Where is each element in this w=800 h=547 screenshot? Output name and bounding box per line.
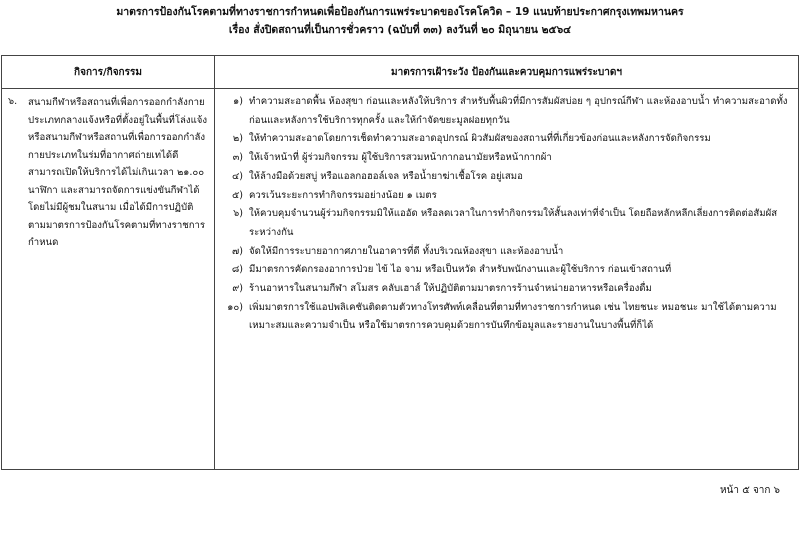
measure-number: ๒) — [232, 133, 243, 145]
measures-list — [215, 93, 798, 336]
activity-cell — [2, 89, 215, 470]
measure-text: ควรเว้นระยะการทำกิจกรรมอย่างน้อย ๑ เมตร — [249, 189, 437, 201]
table-row — [2, 89, 799, 470]
measure-number: ๗) — [232, 245, 243, 257]
activity-description: สนามกีฬาหรือสถานที่เพื่อการออกกำลังกายประเภทกลางแจ้งหรือที่ตั้งอยู่ในพื้นที่โล่งแจ้ง หรือสนามกีฬาหรือสถานที่เพื่อการออกกำลังกายประเภทในร่มที่อากาศถ่ายเทได้ดี สามารถเปิดให้บริการได้ไม่เกินเวลา ๒๑.๐๐ นาฬิกา และสามารถจัดการแข่งขันกีฬาได้โดยไม่มีผู้ชมในสนาม เมื่อได้มีการปฏิบัติตามมาตรการป้องกันโรคตามที่ทางราชการกำหนด — [28, 97, 208, 248]
measure-number: ๑๐) — [227, 301, 243, 313]
measure-item — [215, 205, 798, 242]
measure-text: ให้ล้างมือด้วยสบู่ หรือแอลกอฮอล์เจล หรือน้ำยาฆ่าเชื้อโรค อยู่เสมอ — [249, 170, 523, 182]
measure-item — [215, 168, 798, 187]
measure-number: ๔) — [231, 170, 243, 182]
measure-text: ร้านอาหารในสนามกีฬา สโมสร คลับเฮาส์ ให้ปฏิบัติตามมาตรการร้านจำหน่ายอาหารหรือเครื่องดื่ม — [249, 283, 652, 295]
measure-number: ๑) — [233, 96, 243, 107]
measure-number: ๖) — [233, 208, 243, 220]
document-subtitle: เรื่อง สั่งปิดสถานที่เป็นการชั่วคราว (ฉบับที่ ๓๓) ลงวันที่ ๒๐ มิถุนายน ๒๕๖๔ — [228, 24, 572, 36]
measure-item — [215, 187, 798, 206]
measure-text: ให้เจ้าหน้าที่ ผู้ร่วมกิจกรรม ผู้ใช้บริการสวมหน้ากากอนามัยหรือหน้ากากผ้า — [249, 152, 552, 164]
measure-item — [215, 130, 798, 149]
activity-number: ๖. — [8, 96, 18, 107]
measure-item — [215, 261, 798, 280]
measure-number: ๓) — [232, 152, 243, 164]
measure-text: ทำความสะอาดพื้น ห้องสุขา ก่อนและหลังให้บริการ สำหรับพื้นผิวที่มีการสัมผัสบ่อย ๆ อุปกรณ์กีฬา และห้องอาบน้ำ ทำความสะอาดทั้งก่อนและหลังการใช้บริการทุกครั้ง และให้กำจัดขยะมูลฝอยทุกวัน — [249, 96, 788, 126]
document-title: มาตรการป้องกันโรคตามที่ทางราชการกำหนดเพื่อป้องกันการแพร่ระบาดของโรคโควิด – 19 แนบท้ายประกาศกรุงเทพมหานคร — [116, 6, 684, 18]
measure-item — [215, 243, 798, 262]
measure-text: มีมาตรการคัดกรองอาการป่วย ไข้ ไอ จาม หรือเป็นหวัด สำหรับพนักงานและผู้ใช้บริการ ก่อนเข้าสถานที่ — [249, 264, 672, 276]
measures-cell — [215, 89, 799, 470]
measure-number: ๕) — [231, 189, 243, 201]
measure-item — [215, 149, 798, 168]
measure-text: ให้ควบคุมจำนวนผู้ร่วมกิจกรรมมิให้แออัด หรือลดเวลาในการทำกิจกรรมให้สั้นลงเท่าที่จำเป็น โดยถือหลักหลีกเลี่ยงการติดต่อสัมผัสระหว่างกัน — [249, 208, 778, 238]
column-header-measures: มาตรการเฝ้าระวัง ป้องกันและควบคุมการแพร่ระบาดฯ — [215, 56, 799, 89]
column-header-activity: กิจการ/กิจกรรม — [2, 56, 215, 89]
table-header-row — [2, 56, 799, 89]
measure-item — [215, 280, 798, 299]
page-number: หน้า ๕ จาก ๖ — [719, 485, 780, 496]
measure-number: ๘) — [231, 264, 243, 276]
measure-number: ๙) — [232, 283, 243, 295]
measure-item — [215, 299, 798, 336]
measure-text: จัดให้มีการระบายอากาศภายในอาคารที่ดี ทั้งบริเวณห้องสุขา และห้องอาบน้ำ — [249, 245, 564, 257]
measures-table — [1, 55, 799, 470]
measure-text: เพิ่มมาตรการใช้แอปพลิเคชันติดตามตัวทางโทรศัพท์เคลื่อนที่ตามที่ทางราชการกำหนด เช่น ไทยชนะ หมอชนะ มาใช้ได้ตามความเหมาะสมและความจำเป็น หรือใช้มาตรการควบคุมด้วยการบันทึกข้อมูลและรายงานในบางพื้นที่ก็ได้ — [249, 301, 777, 332]
measure-text: ให้ทำความสะอาดโดยการเช็ดทำความสะอาดอุปกรณ์ ผิวสัมผัสของสถานที่ที่เกี่ยวข้องก่อนและหลังการจัดกิจกรรม — [249, 133, 711, 145]
measure-item — [215, 93, 798, 130]
